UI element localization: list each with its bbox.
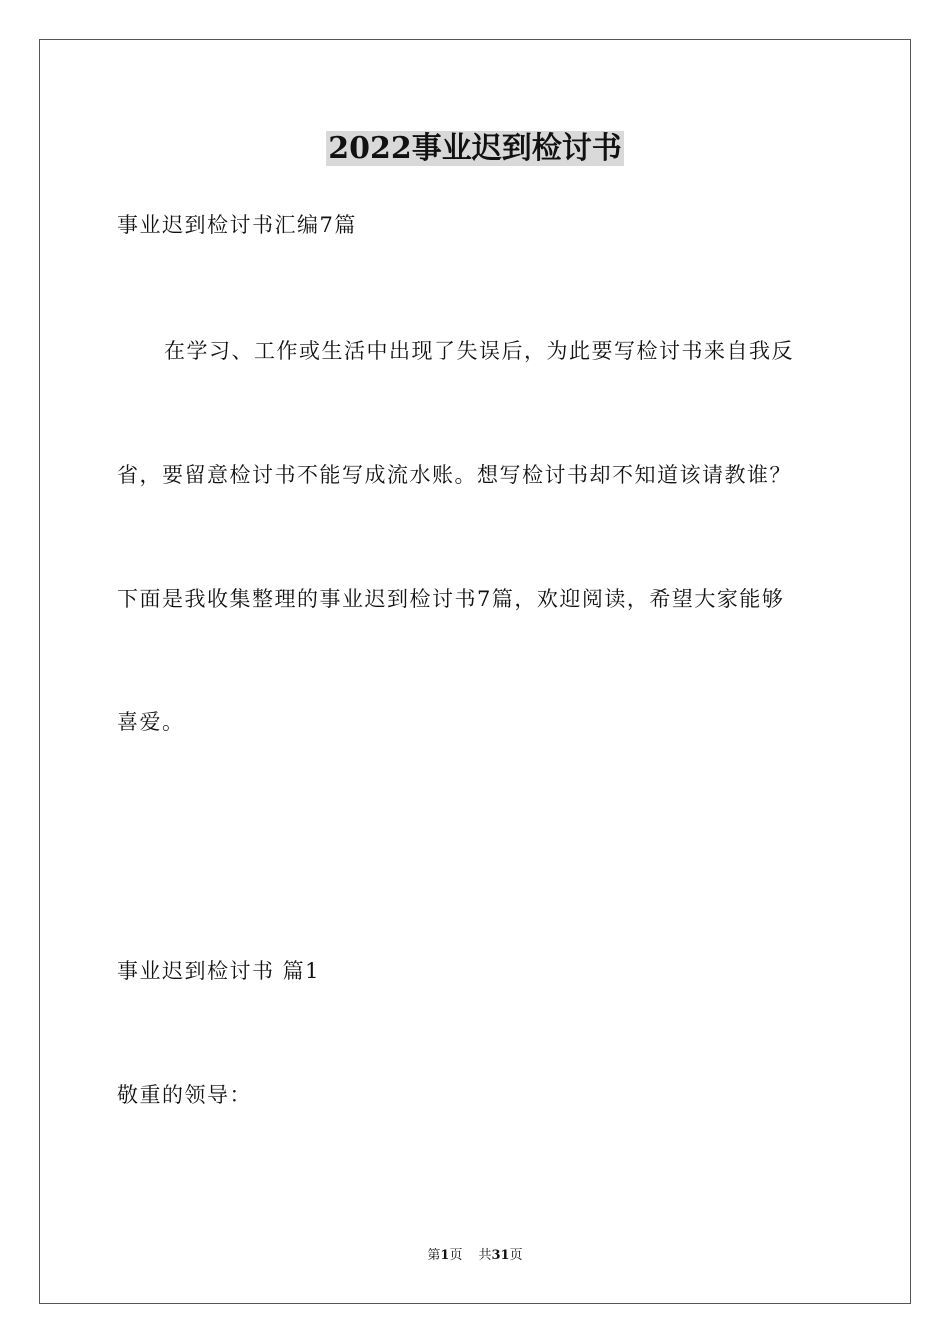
- footer-total-prefix: 共: [478, 1248, 492, 1263]
- document-subtitle: 事业迟到检讨书汇编7篇: [117, 213, 357, 237]
- intro-line-1: 在学习、工作或生活中出现了失误后，为此要写检讨书来自我反: [164, 339, 794, 363]
- document-title-text: 2022事业迟到检讨书: [328, 131, 622, 166]
- footer-page-prefix: 第: [427, 1248, 441, 1263]
- page-footer: [0, 1247, 950, 1265]
- footer-page-suffix: 页: [449, 1248, 463, 1263]
- footer-page-number: 1: [440, 1248, 450, 1263]
- intro-line-4: 喜爱。: [117, 710, 185, 734]
- footer-total-pages: 31: [491, 1248, 510, 1263]
- intro-line-2: 省，要留意检讨书不能写成流水账。想写检讨书却不知道该请教谁？: [117, 463, 792, 487]
- salutation: 敬重的领导：: [117, 1083, 252, 1107]
- footer-total-suffix: 页: [509, 1248, 523, 1263]
- intro-line-3: 下面是我收集整理的事业迟到检讨书7篇，欢迎阅读，希望大家能够: [117, 587, 785, 611]
- section-heading: 事业迟到检讨书 篇1: [117, 959, 321, 983]
- document-title: [0, 128, 950, 170]
